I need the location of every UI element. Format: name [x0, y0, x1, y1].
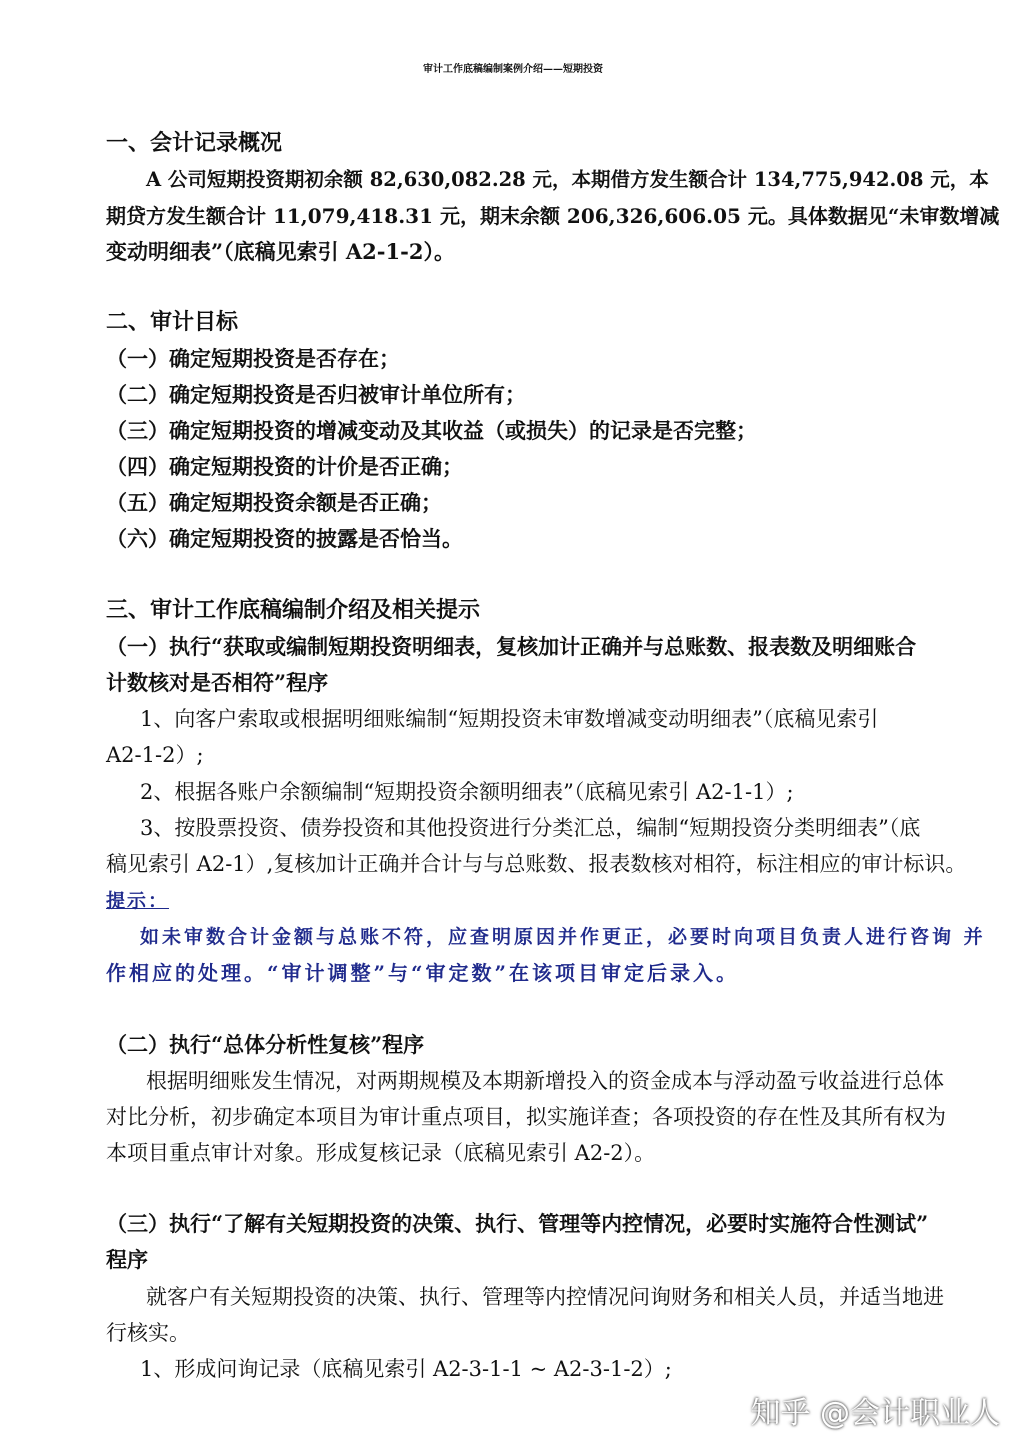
- objective-item: （二）确定短期投资是否归被审计单位所有；: [106, 382, 526, 407]
- sub-1-line: A2-1-2）;: [106, 743, 204, 767]
- sub-1-line: 3、按股票投资、债券投资和其他投资进行分类汇总，编制“短期投资分类明细表”（底: [140, 816, 921, 840]
- objective-item: （一）确定短期投资是否存在；: [106, 346, 400, 371]
- sub-2-line: 根据明细账发生情况，对两期规模及本期新增投入的资金成本与浮动盈亏收益进行总体: [146, 1069, 944, 1093]
- tip-label: 提示：: [106, 890, 170, 912]
- objective-item: （四）确定短期投资的计价是否正确；: [106, 454, 463, 479]
- tip-line: 如未审数合计金额与总账不符，应查明原因并作更正，必要时向项目负责人进行咨询 并: [140, 926, 986, 948]
- sub-3-line: 就客户有关短期投资的决策、执行、管理等内控情况问询财务和相关人员，并适当地进: [146, 1285, 944, 1309]
- sub-1-line: 稿见索引 A2-1）,复核加计正确并合计与与总账数、报表数核对相符，标注相应的审计标识。: [106, 852, 967, 876]
- section-1-line-3: 变动明细表”（底稿见索引 A2-1-2）。: [106, 239, 455, 264]
- sub-3-heading-line-1: （三）执行“了解有关短期投资的决策、执行、管理等内控情况，必要时实施符合性测试”: [106, 1211, 929, 1236]
- sub-1-heading-line-2: 计数核对是否相符”程序: [106, 670, 329, 695]
- tip-line: 作相应的处理。“审计调整”与“审定数”在该项目审定后录入。: [106, 961, 740, 985]
- sub-2-line: 本项目重点审计对象。形成复核记录（底稿见索引 A2-2）。: [106, 1141, 656, 1165]
- section-1-heading: 一、会计记录概况: [106, 130, 283, 156]
- sub-1-heading-line-1: （一）执行“获取或编制短期投资明细表，复核加计正确并与总账数、报表数及明细账合: [106, 634, 917, 659]
- sub-1-line: 1、向客户索取或根据明细账编制“短期投资未审数增减变动明细表”（底稿见索引: [140, 707, 879, 731]
- objective-item: （三）确定短期投资的增减变动及其收益（或损失）的记录是否完整；: [106, 418, 757, 443]
- sub-2-heading: （二）执行“总体分析性复核”程序: [106, 1032, 425, 1057]
- sub-1-line: 2、根据各账户余额编制“短期投资余额明细表”（底稿见索引 A2-1-1）;: [140, 780, 794, 804]
- zhihu-watermark: 知乎 @会计职业人: [750, 1396, 1000, 1431]
- objective-item: （五）确定短期投资余额是否正确；: [106, 490, 442, 515]
- section-1-line-1: A 公司短期投资期初余额 82,630,082.28 元，本期借方发生额合计 134,775,942.08 元，本: [146, 168, 989, 191]
- sub-2-line: 对比分析，初步确定本项目为审计重点项目，拟实施详查；各项投资的存在性及其所有权为: [106, 1105, 946, 1129]
- sub-3-heading-line-2: 程序: [106, 1247, 148, 1272]
- section-3-heading: 三、审计工作底稿编制介绍及相关提示: [106, 597, 481, 623]
- section-2-heading: 二、审计目标: [106, 309, 239, 335]
- section-1-line-2: 期贷方发生额合计 11,079,418.31 元，期末余额 206,326,606.05 元。具体数据见“未审数增减: [106, 204, 1000, 228]
- objective-item: （六）确定短期投资的披露是否恰当。: [106, 526, 463, 551]
- document-title: 审计工作底稿编制案例介绍——短期投资: [423, 64, 603, 75]
- sub-3-line: 行核实。: [106, 1321, 190, 1345]
- sub-3-line: 1、形成问询记录（底稿见索引 A2-3-1-1 ~ A2-3-1-2）;: [140, 1357, 672, 1381]
